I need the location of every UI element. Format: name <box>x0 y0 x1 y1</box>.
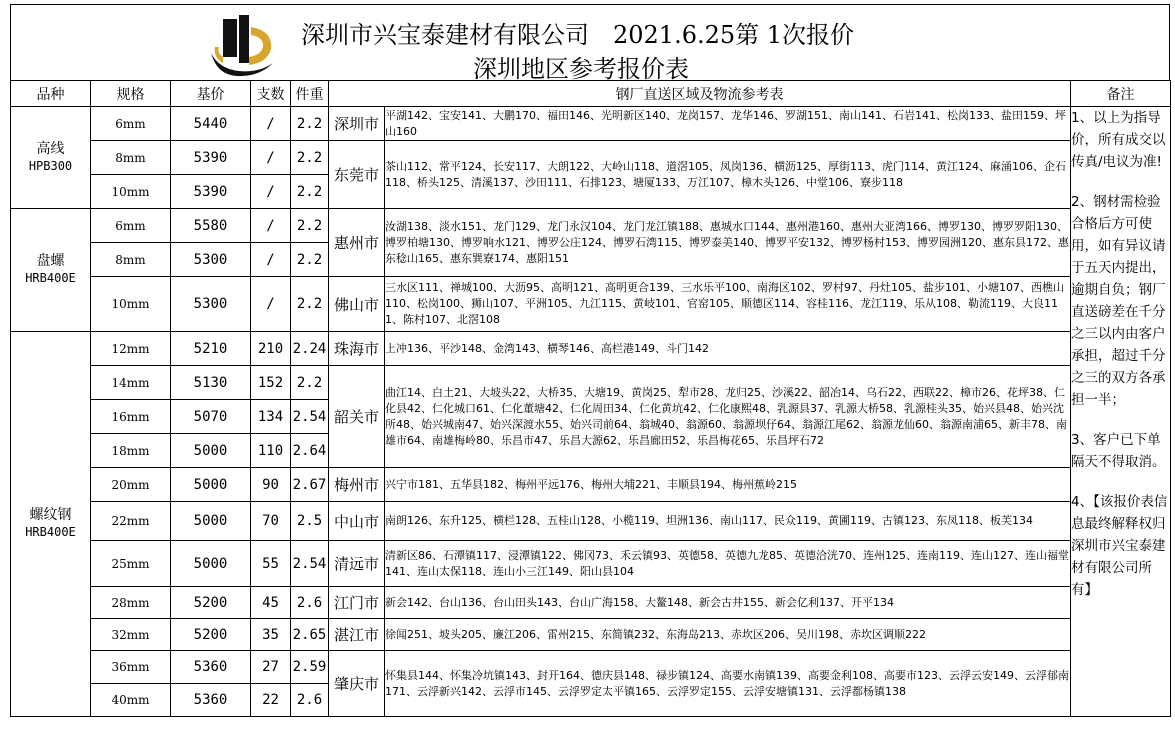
col-header-notes: 备注 <box>1071 81 1171 107</box>
product-cell <box>11 107 91 209</box>
spec-cell: 40mm <box>91 684 171 717</box>
weight-cell: 2.2 <box>291 209 329 243</box>
spec-cell: 16mm <box>91 400 171 434</box>
notes-cell <box>1071 107 1171 717</box>
table-row <box>11 502 1171 541</box>
price-cell: 5300 <box>171 243 251 277</box>
count-cell: / <box>251 277 291 332</box>
report-title: 深圳市兴宝泰建材有限公司 2021.6.25第 1次报价 <box>301 21 855 49</box>
count-cell: / <box>251 209 291 243</box>
areas-cell: 汝湖138、淡水151、龙门129、龙门永汉104、龙门龙江镇188、惠城水口144、惠州港160、惠州大亚湾166、博罗130、博罗罗阳130、博罗柏塘130、博罗响水121、博罗公庄124、博罗石湾115、博罗泰美140、博罗平安132、博罗杨村153、博罗园洲120、惠东县172、惠东稔山165、惠东巽寮174、惠阳151 <box>385 209 1071 277</box>
product-code: HPB300 <box>28 158 73 173</box>
city-cell: 梅州市 <box>329 468 385 502</box>
col-header-delivery: 钢厂直送区域及物流参考表 <box>329 81 1071 107</box>
spec-cell: 22mm <box>91 502 171 541</box>
weight-cell: 2.2 <box>291 175 329 209</box>
product-cell <box>11 209 91 332</box>
spec-cell: 6mm <box>91 209 171 243</box>
spec-cell: 8mm <box>91 243 171 277</box>
count-cell: / <box>251 107 291 141</box>
table-row <box>11 277 1171 332</box>
table-row <box>11 107 1171 141</box>
product-name: 高线 <box>36 140 65 157</box>
product-cell <box>11 332 91 717</box>
note-1: 1、以上为指导价，所有成交以传真/电议为准! <box>1071 110 1166 170</box>
table-row <box>11 651 1171 684</box>
city-cell: 东莞市 <box>329 141 385 209</box>
areas-cell: 上冲136、平沙148、金湾143、横琴146、高栏港149、斗门142 <box>385 332 1071 366</box>
price-cell: 5000 <box>171 468 251 502</box>
spec-cell: 12mm <box>91 332 171 366</box>
count-cell: 134 <box>251 400 291 434</box>
spec-cell: 36mm <box>91 651 171 684</box>
price-cell: 5440 <box>171 107 251 141</box>
areas-cell: 怀集县144、怀集冷坑镇143、封开164、德庆县148、禄步镇124、高要水南镇139、高要金利108、高要市123、云浮云安149、云浮郁南171、云浮新兴142、云浮市145、云浮罗定太平镇165、云浮罗定155、云浮安塘镇131、云浮都杨镇138 <box>385 651 1071 717</box>
report-subtitle: 深圳地区参考报价表 <box>473 55 689 83</box>
product-name: 盘螺 <box>36 253 65 269</box>
areas-cell: 南朗126、东升125、横栏128、五桂山128、小榄119、坦洲136、南山117、民众119、黄圃119、古镇123、东凤118、板芙134 <box>385 502 1071 541</box>
count-cell: 70 <box>251 502 291 541</box>
price-cell: 5390 <box>171 175 251 209</box>
count-cell: / <box>251 175 291 209</box>
product-code: HRB400E <box>25 525 76 539</box>
col-header-spec: 规格 <box>91 81 171 107</box>
areas-cell: 三水区111、禅城100、大沥95、高明121、高明更合139、三水乐平100、南海区102、罗村97、丹灶105、盐步101、小塘107、西樵山110、松岗100、狮山107、平洲105、九江115、黄岐101、官窑105、顺德区114、容桂116、龙江119、乐从108、勒流119、大良111、陈村107、北滘108 <box>385 277 1071 332</box>
table-row <box>11 468 1171 502</box>
weight-cell: 2.59 <box>291 651 329 684</box>
product-name: 螺纹钢 <box>29 507 72 523</box>
note-4: 4、【该报价表信息最终解释权归深圳市兴宝泰建材有限公司所有】 <box>1071 494 1168 598</box>
spec-cell: 18mm <box>91 434 171 468</box>
col-header-product: 品种 <box>11 81 91 107</box>
col-header-weight: 件重 <box>291 81 329 107</box>
spec-cell: 10mm <box>91 277 171 332</box>
price-cell: 5360 <box>171 651 251 684</box>
city-cell: 清远市 <box>329 541 385 587</box>
areas-cell: 清新区86、石潭镇117、浸潭镇122、佛冈73、禾云镇93、英德58、英德九龙85、英德洽洸70、连州125、连南119、连山127、连山福堂141、连山太保118、连山小三江149、阳山县104 <box>385 541 1071 587</box>
city-cell: 惠州市 <box>329 209 385 277</box>
note-2: 2、钢材需检验合格后方可使用，如有异议请于五天内提出，逾期自负；钢厂直送磅差在千分之三以内由客户承担，超过千分之三的双方各承担一半； <box>1071 194 1166 408</box>
spec-cell: 6mm <box>91 107 171 141</box>
title-block <box>10 4 1170 83</box>
weight-cell: 2.64 <box>291 434 329 468</box>
weight-cell: 2.5 <box>291 502 329 541</box>
table-row <box>11 332 1171 366</box>
weight-cell: 2.65 <box>291 619 329 651</box>
col-header-count: 支数 <box>251 81 291 107</box>
table-row <box>11 587 1171 619</box>
spec-cell: 28mm <box>91 587 171 619</box>
price-cell: 5000 <box>171 541 251 587</box>
areas-cell: 徐闻251、坡头205、廉江206、雷州215、东简镇232、东海岛213、赤坎区206、吴川198、赤坎区调顺222 <box>385 619 1071 651</box>
weight-cell: 2.2 <box>291 141 329 175</box>
spec-cell: 8mm <box>91 141 171 175</box>
spec-cell: 20mm <box>91 468 171 502</box>
city-cell: 中山市 <box>329 502 385 541</box>
areas-cell: 兴宁市181、五华县182、梅州平远176、梅州大埔221、丰顺县194、梅州蕉岭215 <box>385 468 1071 502</box>
areas-cell: 新会142、台山136、台山田头143、台山广海158、大鳌148、新会古井155、新会亿利137、开平134 <box>385 587 1071 619</box>
price-cell: 5300 <box>171 277 251 332</box>
city-cell: 江门市 <box>329 587 385 619</box>
city-cell: 肇庆市 <box>329 651 385 717</box>
city-cell: 珠海市 <box>329 332 385 366</box>
count-cell: 22 <box>251 684 291 717</box>
price-cell: 5130 <box>171 366 251 400</box>
count-cell: 110 <box>251 434 291 468</box>
weight-cell: 2.2 <box>291 243 329 277</box>
count-cell: 210 <box>251 332 291 366</box>
count-cell: 90 <box>251 468 291 502</box>
price-cell: 5210 <box>171 332 251 366</box>
price-cell: 5390 <box>171 141 251 175</box>
product-code: HRB400E <box>25 271 76 285</box>
table-row <box>11 366 1171 400</box>
weight-cell: 2.54 <box>291 400 329 434</box>
city-cell: 湛江市 <box>329 619 385 651</box>
spec-cell: 10mm <box>91 175 171 209</box>
spec-cell: 32mm <box>91 619 171 651</box>
table-row <box>11 619 1171 651</box>
price-cell: 5200 <box>171 587 251 619</box>
weight-cell: 2.6 <box>291 684 329 717</box>
weight-cell: 2.24 <box>291 332 329 366</box>
weight-cell: 2.54 <box>291 541 329 587</box>
weight-cell: 2.6 <box>291 587 329 619</box>
col-header-base-price: 基价 <box>171 81 251 107</box>
table-row <box>11 141 1171 175</box>
weight-cell: 2.67 <box>291 468 329 502</box>
price-cell: 5070 <box>171 400 251 434</box>
count-cell: / <box>251 141 291 175</box>
count-cell: 35 <box>251 619 291 651</box>
areas-cell: 茶山112、常平124、长安117、大朗122、大岭山118、道滘105、凤岗136、横沥125、厚街113、虎门114、黄江124、麻涌106、企石118、桥头125、清溪137、沙田111、石排123、塘厦133、万江107、樟木头126、中堂106、寮步118 <box>385 141 1071 209</box>
areas-cell: 平湖142、宝安141、大鹏170、福田146、光明新区140、龙岗157、龙华146、罗湖151、南山141、石岩141、松岗133、盐田159、坪山160 <box>385 107 1071 141</box>
company-logo-icon <box>209 13 275 77</box>
header-row <box>11 81 1171 107</box>
spec-cell: 14mm <box>91 366 171 400</box>
count-cell: 45 <box>251 587 291 619</box>
table-row <box>11 541 1171 587</box>
table-row <box>11 209 1171 243</box>
price-cell: 5580 <box>171 209 251 243</box>
city-cell: 韶关市 <box>329 366 385 468</box>
weight-cell: 2.2 <box>291 107 329 141</box>
price-table <box>10 80 1171 717</box>
spec-cell: 25mm <box>91 541 171 587</box>
areas-cell: 曲江14、白土21、大坡头22、大桥35、大塘19、黄岗25、犁市28、龙归25、沙溪22、韶冶14、乌石22、西联22、樟市26、花坪38、仁化县42、仁化城口61、仁化董塘42、仁化周田34、仁化黄坑42、仁化康熙48、乳源县37、乳源大桥58、乳源桂头35、始兴县48、始兴沈所48、始兴城南47、始兴深渡水55、始兴司前64、翁城40、翁源60、翁源坝仔64、翁源江尾62、翁源龙仙60、翁源南浦65、新丰78、南雄市64、南雄梅岭80、乐昌市47、乐昌大源62、乐昌廊田52、乐昌梅花65、乐昌坪石72 <box>385 366 1071 468</box>
price-cell: 5360 <box>171 684 251 717</box>
city-cell: 深圳市 <box>329 107 385 141</box>
price-cell: 5200 <box>171 619 251 651</box>
count-cell: / <box>251 243 291 277</box>
note-3: 3、客户已下单隔天不得取消。 <box>1071 432 1166 470</box>
count-cell: 152 <box>251 366 291 400</box>
count-cell: 27 <box>251 651 291 684</box>
city-cell: 佛山市 <box>329 277 385 332</box>
count-cell: 55 <box>251 541 291 587</box>
weight-cell: 2.2 <box>291 366 329 400</box>
price-cell: 5000 <box>171 502 251 541</box>
price-cell: 5000 <box>171 434 251 468</box>
weight-cell: 2.2 <box>291 277 329 332</box>
